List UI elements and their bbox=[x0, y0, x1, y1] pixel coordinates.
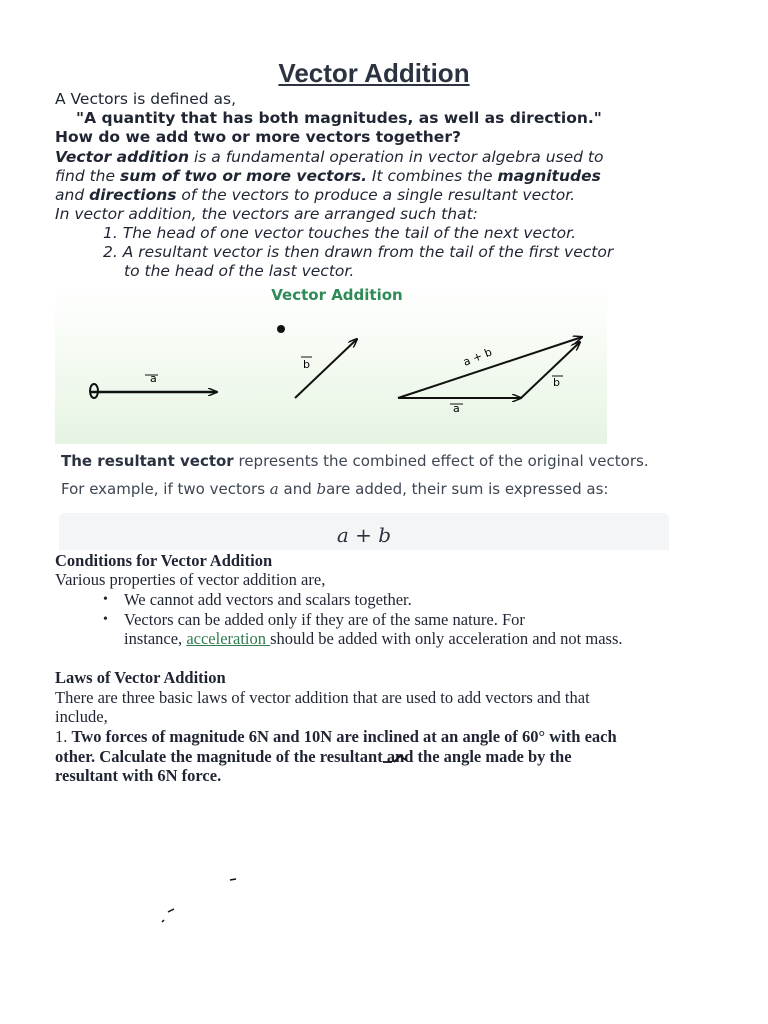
question-number: 1. bbox=[55, 727, 72, 746]
var-b: b bbox=[316, 480, 327, 498]
conditions-heading: Conditions for Vector Addition bbox=[55, 551, 273, 570]
question-line-1 bbox=[55, 727, 617, 746]
caption-text: For example, if two vectors bbox=[61, 480, 270, 498]
resultant-label: a + b bbox=[461, 345, 494, 369]
page-title: Vector Addition bbox=[278, 58, 470, 88]
triangle-b-label: b bbox=[553, 376, 560, 389]
list-text: The head of one vector touches the tail of the next vector. bbox=[122, 224, 577, 242]
bullet-dot-icon: • bbox=[103, 612, 108, 627]
text-fragment: and bbox=[55, 186, 90, 204]
conditions-intro: Various properties of vector addition are, bbox=[55, 570, 326, 589]
question-line-2: other. Calculate the magnitude of the resultant and the angle made by the bbox=[55, 747, 572, 766]
formula-var-a: a bbox=[336, 523, 349, 547]
text-fragment: It combines the bbox=[367, 167, 498, 185]
vector-addition-figure bbox=[55, 284, 607, 444]
caption-text: represents the combined effect of the original vectors. bbox=[233, 452, 649, 470]
caption-line-2 bbox=[61, 480, 608, 498]
caption-term: The resultant vector bbox=[61, 452, 234, 470]
var-a: a bbox=[269, 480, 279, 498]
term-sum: sum of two or more vectors. bbox=[119, 167, 367, 185]
stray-pen-mark bbox=[158, 906, 178, 926]
stray-pen-mark bbox=[228, 876, 240, 884]
list-number: 2. bbox=[103, 243, 118, 261]
paragraph-line-2 bbox=[55, 167, 601, 186]
vector-a-arrow bbox=[90, 384, 217, 398]
caption-line-1 bbox=[61, 452, 649, 470]
definition-quote: "A quantity that has both magnitudes, as well as direction." bbox=[76, 109, 602, 127]
formula-box bbox=[59, 513, 669, 550]
text-fragment: instance, bbox=[124, 629, 187, 648]
paragraph-line-4: In vector addition, the vectors are arranged such that: bbox=[55, 205, 478, 223]
list-item bbox=[103, 243, 613, 262]
caption-text: and bbox=[278, 480, 317, 498]
text-fragment: find the bbox=[55, 167, 120, 185]
sum-formula bbox=[59, 523, 669, 547]
vector-b-label: b bbox=[303, 358, 310, 371]
laws-paragraph-line: There are three basic laws of vector addition that are used to add vectors and that bbox=[55, 688, 590, 707]
bullet-item: Vectors can be added only if they are of the same nature. For bbox=[124, 610, 525, 629]
stray-pen-mark bbox=[380, 752, 410, 768]
dot-mark bbox=[277, 325, 285, 333]
list-text: A resultant vector is then drawn from the tail of the first vector bbox=[122, 243, 614, 261]
question-line-3: resultant with 6N force. bbox=[55, 766, 222, 785]
text-fragment: of the vectors to produce a single resultant vector. bbox=[176, 186, 576, 204]
paragraph-line-3 bbox=[55, 186, 575, 205]
figure-title: Vector Addition bbox=[271, 286, 403, 304]
vector-diagram bbox=[55, 284, 607, 444]
list-item-continuation: to the head of the last vector. bbox=[124, 262, 355, 280]
term-directions: directions bbox=[89, 186, 177, 204]
vector-a-label: a bbox=[150, 372, 157, 385]
bullet-item: We cannot add vectors and scalars together. bbox=[124, 590, 412, 609]
text-fragment: should be added with only acceleration and not mass. bbox=[270, 629, 623, 648]
caption-text: are added, their sum is expressed as: bbox=[326, 480, 609, 498]
question-text: Two forces of magnitude 6N and 10N are inclined at an angle of 60° with each bbox=[71, 727, 617, 746]
acceleration-link[interactable]: acceleration bbox=[186, 629, 271, 648]
laws-paragraph-line: include, bbox=[55, 707, 108, 726]
term-magnitudes: magnitudes bbox=[497, 167, 601, 185]
bullet-item-continuation bbox=[124, 629, 623, 648]
triangle-vector-b bbox=[521, 342, 580, 398]
intro-line: A Vectors is defined as, bbox=[55, 90, 236, 108]
paragraph-line-1 bbox=[55, 148, 604, 167]
triangle-a-label: a bbox=[453, 402, 460, 415]
text-fragment: is a fundamental operation in vector algebra used to bbox=[189, 148, 604, 166]
question-heading: How do we add two or more vectors together? bbox=[55, 128, 461, 146]
list-number: 1. bbox=[103, 224, 118, 242]
bullet-dot-icon: • bbox=[103, 592, 108, 607]
formula-operator: + bbox=[348, 523, 379, 547]
list-item bbox=[103, 224, 576, 243]
laws-heading: Laws of Vector Addition bbox=[55, 668, 226, 687]
term-vector-addition: Vector addition bbox=[55, 148, 190, 166]
formula-var-b: b bbox=[378, 523, 392, 547]
